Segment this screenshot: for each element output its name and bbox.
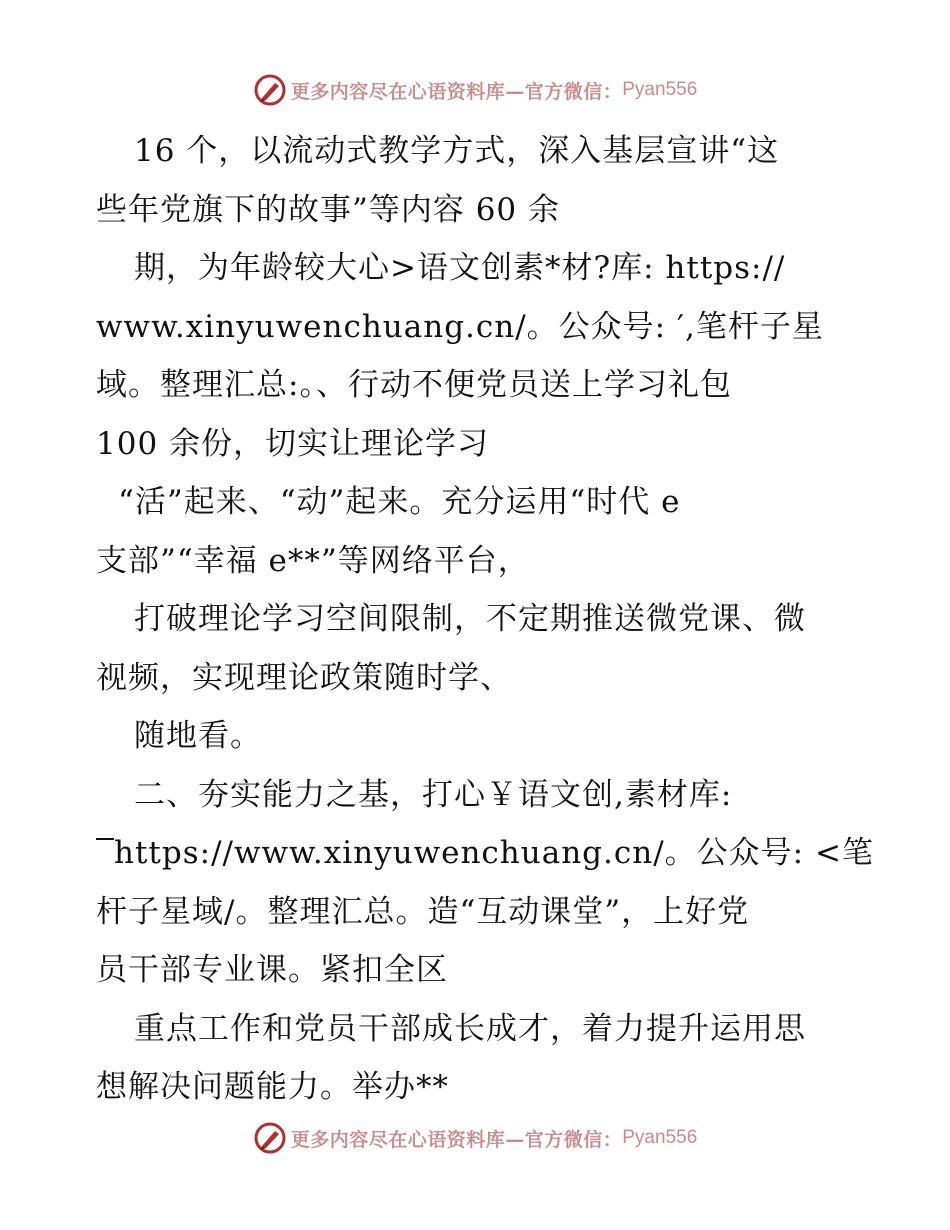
text-line: 16 个，以流动式教学方式，深入基层宣讲“这 [134, 133, 780, 169]
text-line: 视频，实现理论政策随时学、 [96, 659, 512, 696]
text-line: 期，为年龄较大心>语文创素*材?库: https:// [134, 250, 786, 286]
text-line: https://www.xinyuwenchuang.cn/。公众号: <笔 [114, 835, 874, 871]
text-line: “活”起来、“动”起来。充分运用“时代 e [118, 484, 681, 520]
text-line: 100 余份，切实让理论学习 [96, 425, 490, 462]
overline-mark [96, 838, 114, 840]
page-footer-banner [0, 1118, 950, 1158]
banner-text: 更多内容尽在心语资料库—官方微信： [290, 1128, 623, 1151]
text-line-with-mark [96, 824, 876, 883]
text-line: www.xinyuwenchuang.cn/。公众号: ′,笔杆子星 [96, 308, 824, 345]
text-line: 重点工作和党员干部成长成才，着力提升运用思 [134, 1010, 806, 1047]
banner-text: 更多内容尽在心语资料库—官方微信： [290, 80, 623, 103]
text-line: 杆子星域/。整理汇总。造“互动课堂”，上好党 [96, 893, 750, 930]
text-line: 想解决问题能力。举办** [96, 1069, 449, 1105]
text-line: 打破理论学习空间限制，不定期推送微党课、微 [134, 601, 806, 637]
banner-wechat-id: Pyan556 [622, 1127, 698, 1148]
text-line: 二、夯实能力之基，打心￥语文创,素材库: [134, 776, 733, 813]
text-line: 些年党旗下的故事”等内容 60 余 [96, 191, 561, 228]
text-line: 域。整理汇总:。、行动不便党员送上学习礼包 [96, 367, 732, 403]
document-body [96, 122, 876, 1117]
text-line: 随地看。 [134, 718, 262, 754]
text-line: 支部”“幸福 e**”等网络平台， [96, 542, 530, 579]
page-header-banner [0, 70, 950, 110]
pen-circle-logo-icon [253, 73, 287, 107]
banner-wechat-id: Pyan556 [622, 79, 698, 100]
text-line: 员干部专业课。紧扣全区 [96, 952, 448, 988]
pen-circle-logo-icon [253, 1121, 287, 1155]
